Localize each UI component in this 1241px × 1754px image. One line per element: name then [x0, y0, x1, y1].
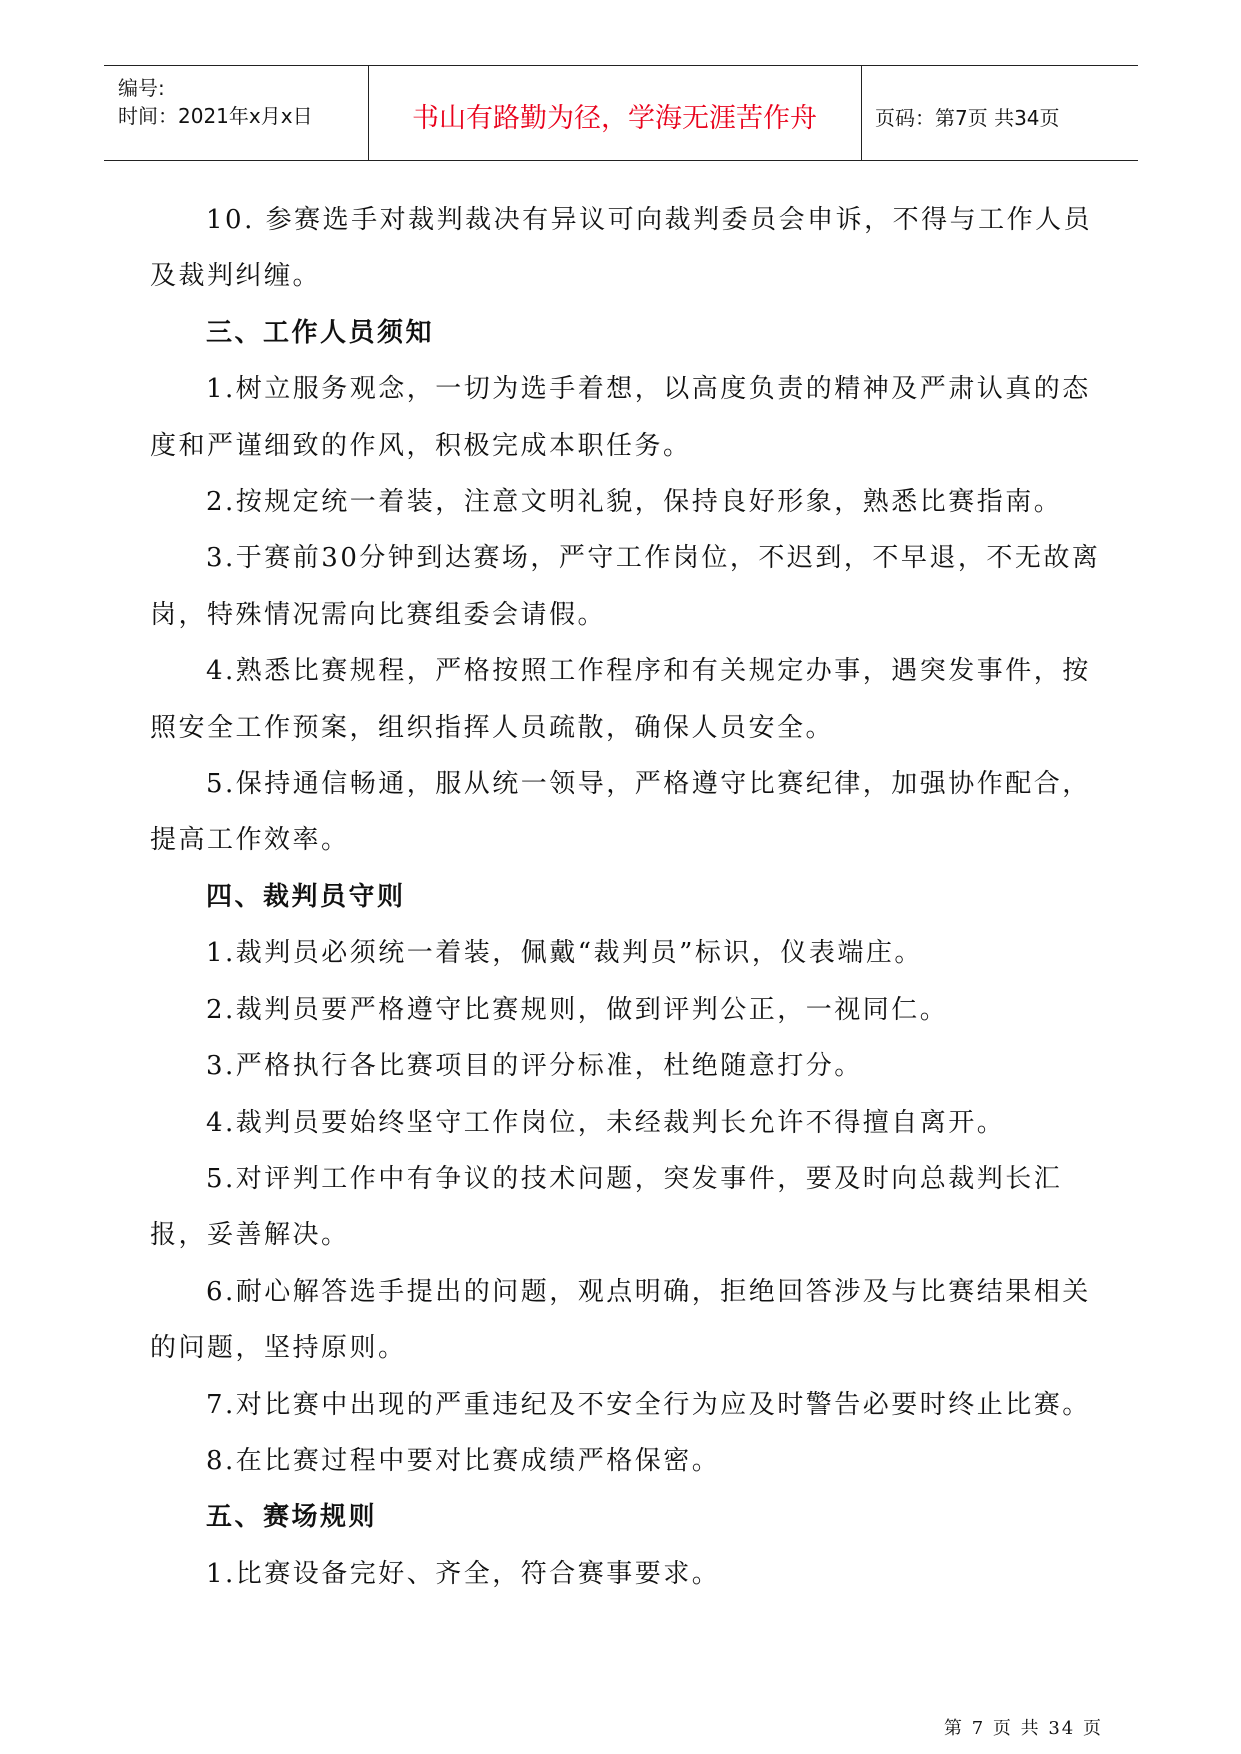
paragraph: 1.比赛设备完好、齐全，符合赛事要求。 — [206, 1558, 721, 1589]
section-heading: 五、赛场规则 — [206, 1502, 378, 1533]
header-middle-cell — [368, 66, 862, 160]
document-header — [104, 65, 1138, 161]
paragraph: 5.对评判工作中有争议的技术问题，突发事件，要及时向总裁判长汇报，妥善解决。 — [150, 1163, 1063, 1251]
page-footer: 第 7 页 共 34 页 — [944, 1718, 1103, 1739]
section-heading: 四、裁判员守则 — [206, 881, 406, 912]
paragraph: 2.裁判员要严格遵守比赛规则，做到评判公正，一视同仁。 — [206, 994, 949, 1025]
paragraph: 6.耐心解答选手提出的问题，观点明确，拒绝回答涉及与比赛结果相关的问题，坚持原则。 — [150, 1276, 1091, 1364]
paragraph: 1.裁判员必须统一着装，佩戴“裁判员”标识，仪表端庄。 — [206, 938, 923, 969]
header-page-info: 页码：第7页 共34页 — [875, 106, 1060, 130]
document-time-label: 时间：2021年x月x日 — [118, 104, 313, 128]
paragraph: 4.熟悉比赛规程，严格按照工作程序和有关规定办事，遇突发事件，按照安全工作预案，组织指挥人员疏散，确保人员安全。 — [150, 656, 1091, 743]
header-left-cell — [104, 66, 369, 160]
paragraph: 4.裁判员要始终坚守工作岗位，未经裁判长允许不得擅自离开。 — [206, 1107, 1006, 1138]
paragraph: 1.树立服务观念，一切为选手着想，以高度负责的精神及严肃认真的态度和严谨细致的作风，积极完成本职任务。 — [150, 374, 1091, 461]
document-number-label: 编号: — [118, 76, 165, 100]
header-right-cell — [861, 66, 1138, 160]
paragraph: 8.在比赛过程中要对比赛成绩严格保密。 — [206, 1445, 721, 1476]
paragraph: 10. 参赛选手对裁判裁决有异议可向裁判委员会申诉，不得与工作人员及裁判纠缠。 — [150, 205, 1093, 292]
paragraph: 7.对比赛中出现的严重违纪及不安全行为应及时警告必要时终止比赛。 — [206, 1389, 1091, 1420]
paragraph: 3.于赛前30分钟到达赛场，严守工作岗位，不迟到，不早退，不无故离岗，特殊情况需向比赛组委会请假。 — [150, 543, 1101, 630]
paragraph: 2.按规定统一着装，注意文明礼貌，保持良好形象，熟悉比赛指南。 — [206, 487, 1063, 518]
paragraph: 3.严格执行各比赛项目的评分标准，杜绝随意打分。 — [206, 1051, 863, 1082]
section-heading: 三、工作人员须知 — [206, 317, 435, 348]
document-body — [150, 192, 1110, 1602]
paragraph: 5.保持通信畅通，服从统一领导，严格遵守比赛纪律，加强协作配合，提高工作效率。 — [150, 769, 1091, 856]
header-motto: 书山有路勤为径，学海无涯苦作舟 — [412, 103, 817, 134]
